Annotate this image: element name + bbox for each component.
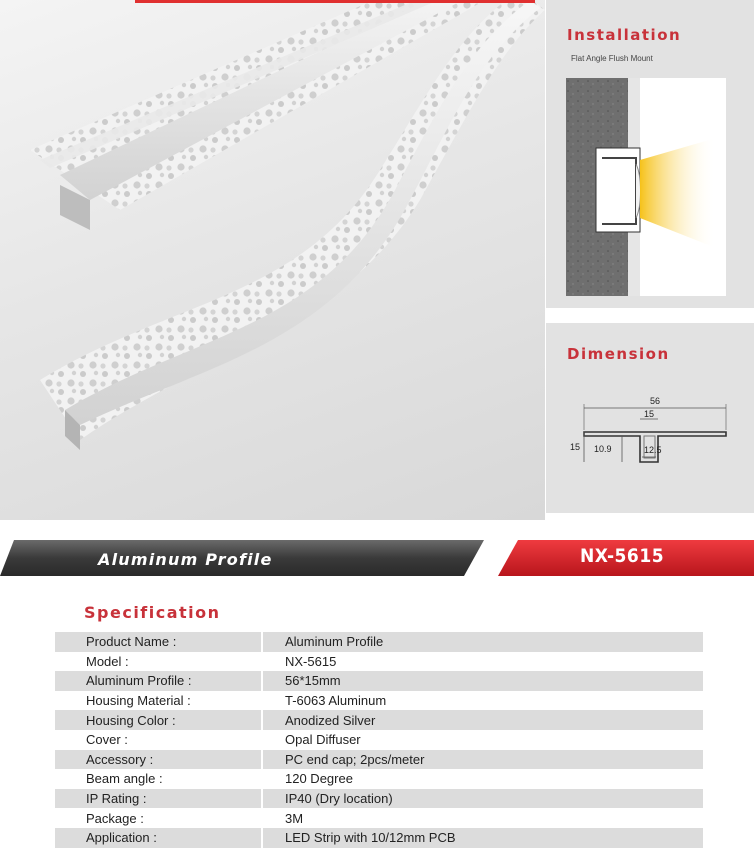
product-hero-image: [0, 0, 545, 520]
dimension-title: Dimension: [567, 345, 670, 363]
spec-row: [55, 691, 703, 711]
dimension-drawing: [566, 390, 736, 480]
spec-row: [55, 632, 703, 652]
spec-value: 120 Degree: [263, 769, 703, 789]
spec-key: Accessory :: [55, 750, 261, 770]
spec-value: 3M: [263, 808, 703, 828]
spec-value: PC end cap; 2pcs/meter: [263, 750, 703, 770]
dim-height: 15: [570, 442, 581, 452]
dim-channel-width: 12.5: [644, 445, 662, 455]
spec-value: Aluminum Profile: [263, 632, 703, 652]
spec-key: Application :: [55, 828, 261, 848]
dim-flange-depth: 10.9: [594, 444, 612, 454]
spec-value: IP40 (Dry location): [263, 789, 703, 809]
spec-key: Cover :: [55, 730, 261, 750]
spec-value: T-6063 Aluminum: [263, 691, 703, 711]
dim-total-width: 56: [649, 396, 661, 406]
spec-key: Housing Material :: [55, 691, 261, 711]
spec-row: [55, 750, 703, 770]
installation-title: Installation: [567, 26, 682, 44]
spec-value: Opal Diffuser: [263, 730, 703, 750]
spec-key: Model :: [55, 652, 261, 672]
spec-row: [55, 808, 703, 828]
spec-key: Housing Color :: [55, 710, 261, 730]
installation-subtitle: Flat Angle Flush Mount: [571, 54, 653, 63]
spec-key: Beam angle :: [55, 769, 261, 789]
spec-key: Product Name :: [55, 632, 261, 652]
aluminum-profile-illustration: [0, 0, 545, 520]
spec-value: NX-5615: [263, 652, 703, 672]
spec-row: [55, 671, 703, 691]
spec-row: [55, 652, 703, 672]
spec-value: LED Strip with 10/12mm PCB: [263, 828, 703, 848]
spec-row: [55, 828, 703, 848]
spec-row: [55, 769, 703, 789]
hero-accent-bar: [135, 0, 535, 3]
specification-title: Specification: [84, 603, 221, 622]
banner-model-number: NX-5615: [580, 545, 665, 567]
spec-row: [55, 710, 703, 730]
spec-value: Anodized Silver: [263, 710, 703, 730]
installation-diagram: [566, 78, 726, 296]
specification-table: [55, 632, 703, 848]
banner-product-type: Aluminum Profile: [98, 550, 273, 569]
spec-row: [55, 730, 703, 750]
spec-key: Package :: [55, 808, 261, 828]
dim-opening-width: 15: [643, 409, 655, 419]
spec-row: [55, 789, 703, 809]
spec-key: Aluminum Profile :: [55, 671, 261, 691]
spec-key: IP Rating :: [55, 789, 261, 809]
spec-value: 56*15mm: [263, 671, 703, 691]
